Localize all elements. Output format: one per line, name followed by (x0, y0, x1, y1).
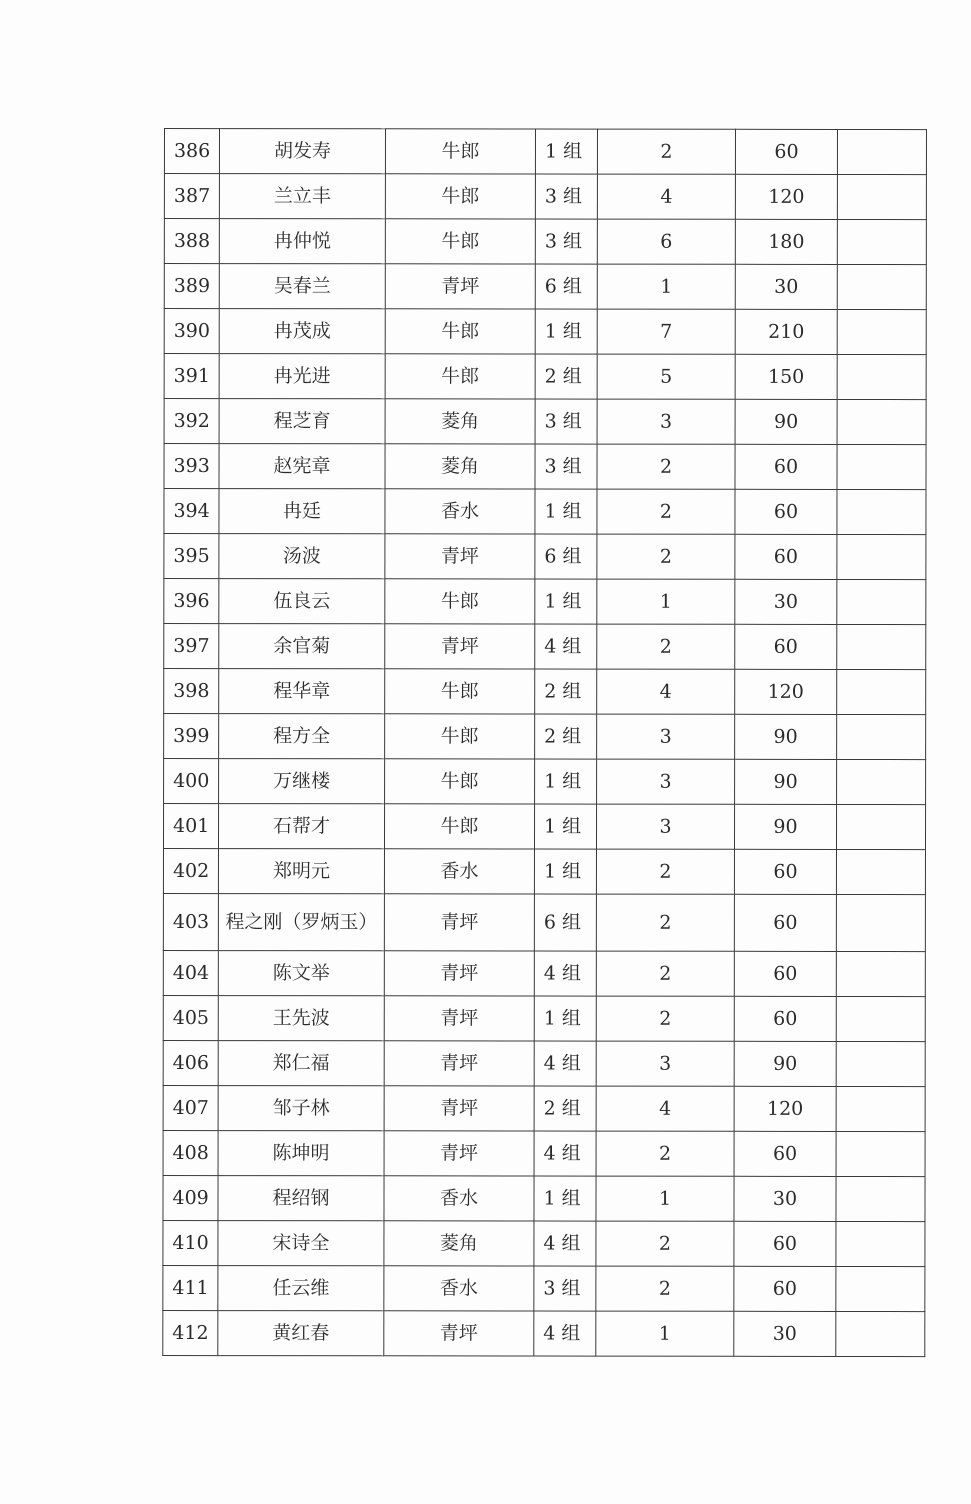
village-cell: 香水 (384, 1176, 534, 1221)
name-cell: 冉光进 (219, 354, 385, 399)
count-cell: 1 (596, 1176, 734, 1221)
count-cell: 2 (597, 489, 735, 534)
count-cell: 3 (597, 714, 735, 759)
row-number-cell: 389 (164, 264, 219, 309)
note-cell (836, 849, 925, 894)
table-row (164, 489, 926, 535)
count-cell: 2 (597, 129, 735, 174)
note-cell (836, 951, 925, 996)
table-row (164, 399, 926, 445)
amount-cell: 90 (735, 759, 837, 804)
amount-cell: 60 (735, 444, 837, 489)
table-row (164, 219, 926, 265)
name-cell: 程芝育 (219, 399, 385, 444)
count-cell: 4 (597, 669, 735, 714)
row-number-cell: 411 (163, 1265, 218, 1310)
amount-cell: 120 (735, 174, 837, 219)
group-cell: 6 组 (535, 264, 597, 309)
name-cell: 程方全 (219, 714, 385, 759)
name-cell: 任云维 (218, 1266, 384, 1311)
amount-cell: 120 (735, 669, 837, 714)
row-number-cell: 390 (164, 309, 219, 354)
amount-cell: 60 (734, 1266, 836, 1311)
table-row (163, 804, 925, 850)
village-cell: 牛郎 (385, 354, 535, 399)
group-cell: 3 组 (535, 399, 597, 444)
row-number-cell: 401 (163, 804, 218, 849)
village-cell: 牛郎 (385, 669, 535, 714)
village-cell: 香水 (385, 489, 535, 534)
count-cell: 7 (597, 309, 735, 354)
row-number-cell: 400 (164, 759, 219, 804)
table-row (163, 893, 925, 951)
row-number-cell: 412 (163, 1310, 218, 1355)
table-row (163, 950, 925, 996)
group-cell: 1 组 (534, 996, 596, 1041)
village-cell: 牛郎 (385, 309, 535, 354)
row-number-cell: 399 (164, 714, 219, 759)
amount-cell: 60 (735, 534, 837, 579)
table-row (164, 174, 926, 220)
group-cell: 1 组 (535, 129, 597, 174)
village-cell: 牛郎 (385, 759, 535, 804)
note-cell (837, 759, 926, 804)
count-cell: 5 (597, 354, 735, 399)
count-cell: 6 (597, 219, 735, 264)
village-cell: 菱角 (385, 444, 535, 489)
village-cell: 香水 (384, 1266, 534, 1311)
note-cell (836, 1311, 925, 1356)
table-row (164, 534, 926, 580)
group-cell: 6 组 (535, 534, 597, 579)
amount-cell: 60 (734, 1221, 836, 1266)
group-cell: 1 组 (535, 759, 597, 804)
count-cell: 2 (596, 1266, 734, 1311)
amount-cell: 30 (734, 1311, 836, 1356)
group-cell: 3 组 (535, 219, 597, 264)
name-cell: 陈坤明 (218, 1131, 384, 1176)
group-cell: 2 组 (535, 354, 597, 399)
name-cell: 黄红春 (218, 1311, 384, 1356)
row-number-cell: 403 (163, 893, 218, 950)
row-number-cell: 398 (164, 669, 219, 714)
row-number-cell: 395 (164, 534, 219, 579)
row-number-cell: 394 (164, 489, 219, 534)
note-cell (836, 804, 925, 849)
row-number-cell: 397 (164, 624, 219, 669)
count-cell: 3 (597, 399, 735, 444)
village-cell: 青坪 (385, 624, 535, 669)
name-cell: 程绍钢 (218, 1176, 384, 1221)
name-cell: 赵宪章 (219, 444, 385, 489)
row-number-cell: 408 (163, 1130, 218, 1175)
name-cell: 陈文举 (218, 951, 384, 996)
group-cell: 1 组 (535, 579, 597, 624)
name-cell: 万继楼 (219, 759, 385, 804)
group-cell: 4 组 (534, 951, 596, 996)
table-row (163, 849, 925, 895)
count-cell: 2 (596, 996, 734, 1041)
count-cell: 2 (596, 1221, 734, 1266)
table-row (164, 669, 926, 715)
group-cell: 4 组 (535, 624, 597, 669)
count-cell: 2 (596, 894, 734, 951)
name-cell: 石帮才 (218, 804, 384, 849)
amount-cell: 30 (735, 264, 837, 309)
note-cell (837, 399, 926, 444)
note-cell (837, 309, 926, 354)
row-number-cell: 396 (164, 579, 219, 624)
table-row (163, 995, 925, 1041)
note-cell (837, 129, 926, 174)
village-cell: 菱角 (384, 1221, 534, 1266)
count-cell: 1 (597, 579, 735, 624)
name-cell: 冉茂成 (219, 309, 385, 354)
table-row (164, 759, 926, 805)
group-cell: 4 组 (534, 1311, 596, 1356)
amount-cell: 210 (735, 309, 837, 354)
name-cell: 吴春兰 (219, 264, 385, 309)
note-cell (837, 489, 926, 534)
group-cell: 3 组 (535, 444, 597, 489)
row-number-cell: 404 (163, 950, 218, 995)
table-row (164, 309, 926, 355)
village-cell: 青坪 (384, 1131, 534, 1176)
note-cell (836, 1086, 925, 1131)
name-cell: 冉仲悦 (219, 219, 385, 264)
table-row (164, 444, 926, 490)
name-cell: 胡发寿 (219, 129, 385, 174)
count-cell: 2 (596, 951, 734, 996)
note-cell (837, 624, 926, 669)
amount-cell: 90 (735, 714, 837, 759)
village-cell: 香水 (384, 849, 534, 894)
note-cell (836, 1266, 925, 1311)
name-cell: 程华章 (219, 669, 385, 714)
count-cell: 2 (596, 1131, 734, 1176)
amount-cell: 60 (734, 951, 836, 996)
name-cell: 兰立丰 (219, 174, 385, 219)
name-cell: 宋诗全 (218, 1221, 384, 1266)
row-number-cell: 410 (163, 1220, 218, 1265)
row-number-cell: 406 (163, 1040, 218, 1085)
table-row (164, 714, 926, 760)
village-cell: 牛郎 (385, 219, 535, 264)
name-cell: 郑仁福 (218, 1041, 384, 1086)
name-cell: 伍良云 (219, 579, 385, 624)
roster-table (162, 128, 927, 1357)
amount-cell: 60 (735, 129, 837, 174)
village-cell: 牛郎 (385, 579, 535, 624)
row-number-cell: 388 (164, 219, 219, 264)
note-cell (837, 534, 926, 579)
count-cell: 4 (596, 1086, 734, 1131)
count-cell: 3 (596, 804, 734, 849)
count-cell: 3 (596, 1041, 734, 1086)
name-cell: 冉廷 (219, 489, 385, 534)
note-cell (837, 219, 926, 264)
name-cell: 邹子林 (218, 1086, 384, 1131)
count-cell: 3 (597, 759, 735, 804)
amount-cell: 60 (735, 489, 837, 534)
roster-table-body (163, 129, 927, 1357)
name-cell: 王先波 (218, 996, 384, 1041)
amount-cell: 60 (735, 624, 837, 669)
count-cell: 2 (597, 444, 735, 489)
village-cell: 青坪 (384, 894, 534, 951)
note-cell (837, 444, 926, 489)
village-cell: 青坪 (385, 264, 535, 309)
name-cell: 余官菊 (219, 624, 385, 669)
note-cell (837, 264, 926, 309)
village-cell: 青坪 (384, 951, 534, 996)
count-cell: 2 (597, 624, 735, 669)
village-cell: 牛郎 (385, 714, 535, 759)
group-cell: 4 组 (534, 1041, 596, 1086)
table-row (163, 1085, 925, 1131)
amount-cell: 60 (734, 996, 836, 1041)
group-cell: 1 组 (534, 804, 596, 849)
table-row (164, 624, 926, 670)
amount-cell: 90 (735, 399, 837, 444)
table-row (163, 1310, 925, 1356)
row-number-cell: 405 (163, 995, 218, 1040)
village-cell: 青坪 (384, 1041, 534, 1086)
group-cell: 3 组 (534, 1266, 596, 1311)
table-row (163, 1040, 925, 1086)
group-cell: 2 组 (535, 714, 597, 759)
table-row (164, 354, 926, 400)
table-row (164, 264, 926, 310)
note-cell (836, 996, 925, 1041)
amount-cell: 150 (735, 354, 837, 399)
count-cell: 1 (597, 264, 735, 309)
group-cell: 1 组 (534, 1176, 596, 1221)
village-cell: 青坪 (384, 1086, 534, 1131)
note-cell (837, 669, 926, 714)
note-cell (836, 1221, 925, 1266)
group-cell: 1 组 (535, 309, 597, 354)
note-cell (837, 174, 926, 219)
table-row (164, 129, 926, 175)
note-cell (837, 354, 926, 399)
village-cell: 菱角 (385, 399, 535, 444)
group-cell: 1 组 (534, 849, 596, 894)
table-row (163, 1220, 925, 1266)
row-number-cell: 392 (164, 399, 219, 444)
name-cell: 汤波 (219, 534, 385, 579)
table-row (163, 1175, 925, 1221)
note-cell (837, 714, 926, 759)
row-number-cell: 387 (164, 174, 219, 219)
amount-cell: 60 (734, 894, 836, 951)
note-cell (836, 1131, 925, 1176)
count-cell: 2 (597, 534, 735, 579)
amount-cell: 180 (735, 219, 837, 264)
village-cell: 牛郎 (385, 174, 535, 219)
count-cell: 4 (597, 174, 735, 219)
note-cell (836, 1176, 925, 1221)
amount-cell: 60 (734, 849, 836, 894)
row-number-cell: 402 (163, 849, 218, 894)
table-row (163, 1130, 925, 1176)
note-cell (836, 1041, 925, 1086)
village-cell: 牛郎 (384, 804, 534, 849)
count-cell: 2 (596, 849, 734, 894)
group-cell: 3 组 (535, 174, 597, 219)
village-cell: 青坪 (384, 1311, 534, 1356)
note-cell (836, 894, 925, 951)
village-cell: 牛郎 (385, 129, 535, 174)
village-cell: 青坪 (385, 534, 535, 579)
table-row (164, 579, 926, 625)
amount-cell: 30 (735, 579, 837, 624)
count-cell: 1 (596, 1311, 734, 1356)
table-row (163, 1265, 925, 1311)
row-number-cell: 386 (164, 129, 219, 174)
group-cell: 6 组 (534, 894, 596, 951)
amount-cell: 120 (734, 1086, 836, 1131)
group-cell: 4 组 (534, 1221, 596, 1266)
village-cell: 青坪 (384, 996, 534, 1041)
amount-cell: 30 (734, 1176, 836, 1221)
row-number-cell: 407 (163, 1085, 218, 1130)
note-cell (837, 579, 926, 624)
row-number-cell: 393 (164, 444, 219, 489)
row-number-cell: 391 (164, 354, 219, 399)
name-cell: 程之刚（罗炳玉） (218, 894, 384, 951)
group-cell: 1 组 (535, 489, 597, 534)
amount-cell: 90 (734, 1041, 836, 1086)
group-cell: 4 组 (534, 1131, 596, 1176)
group-cell: 2 组 (535, 669, 597, 714)
amount-cell: 90 (734, 804, 836, 849)
group-cell: 2 组 (534, 1086, 596, 1131)
amount-cell: 60 (734, 1131, 836, 1176)
name-cell: 郑明元 (218, 849, 384, 894)
row-number-cell: 409 (163, 1175, 218, 1220)
